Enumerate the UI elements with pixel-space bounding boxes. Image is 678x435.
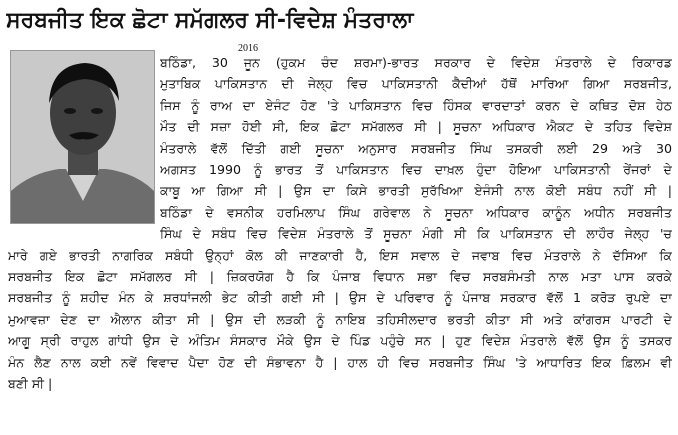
article-line: ਮੁਆਵਜ਼ਾ ਦੇਣ ਦਾ ਐਲਾਨ ਕੀਤਾ ਸੀ | ਉਸ ਦੀ ਲੜਕੀ ਨੂੰ ਨਾਇਬ ਤਹਿਸੀਲਦਾਰ ਭਰਤੀ ਕੀਤਾ ਸੀ ਅਤੇ ਕਾਂਗਰਸ ਪਾਰਟੀ ਦੇ [8,311,672,327]
photo-spacer [8,52,160,224]
article-line: ਆਗੂ ਸ੍ਰੀ ਰਾਹੁਲ ਗਾਂਧੀ ਉਸ ਦੇ ਅੰਤਿਮ ਸੰਸਕਾਰ ਮੌਕੇ ਉਸ ਦੇ ਪਿੰਡ ਪਹੁੰਚੇ ਸਨ | ਹੁਣ ਵਿਦੇਸ਼ ਮੰਤਰਾਲੇ ਵੱਲੋਂ ਉਸ ਨੂੰ ਤਸਕਰ [8,333,672,349]
article-line: ਮੰਨ ਲੈਣ ਨਾਲ ਕਈ ਨਵੇਂ ਵਿਵਾਦ ਪੈਦਾ ਹੋਣ ਦੀ ਸੰਭਾਵਨਾ ਹੈ | ਹਾਲ ਹੀ ਵਿਚ ਸਰਬਜੀਤ ਸਿੰਘ 'ਤੇ ਆਧਾਰਿਤ ਇਕ ਫ਼ਿਲਮ ਵੀ [8,354,672,370]
article-line: ਜਿਸ ਨੂੰ ਰਾਅ ਦਾ ਏਜੰਟ ਹੋਣ 'ਤੇ ਪਾਕਿਸਤਾਨ ਵਿਚ ਹਿੰਸਕ ਵਾਰਦਾਤਾਂ ਕਰਨ ਦੇ ਕਥਿਤ ਦੋਸ਼ ਹੇਠ [160,97,672,113]
article-line: ਮੁਤਾਬਿਕ ਪਾਕਿਸਤਾਨ ਦੀ ਜੇਲ੍ਹ ਵਿਚ ਪਾਕਿਸਤਾਨੀ ਕੈਦੀਆਂ ਹੱਥੋਂ ਮਾਰਿਆ ਗਿਆ ਸਰਬਜੀਤ, [160,76,672,92]
article-line: ਸਰਬਜੀਤ ਇਕ ਛੋਟਾ ਸਮੱਗਲਰ ਸੀ | ਜ਼ਿਕਰਯੋਗ ਹੈ ਕਿ ਪੰਜਾਬ ਵਿਧਾਨ ਸਭਾ ਵਿਚ ਸਰਬਸੰਮਤੀ ਨਾਲ ਮਤਾ ਪਾਸ ਕਰਕੇ [8,269,672,285]
article-line: ਸਰਬਜੀਤ ਨੂੰ ਸ਼ਹੀਦ ਮੰਨ ਕੇ ਸ਼ਰਧਾਂਜਲੀ ਭੇਟ ਕੀਤੀ ਗਈ ਸੀ | ਉਸ ਦੇ ਪਰਿਵਾਰ ਨੂੰ ਪੰਜਾਬ ਸਰਕਾਰ ਵੱਲੋਂ 1 ਕਰੋੜ ਰੁਪਏ ਦਾ [8,290,672,306]
article-line: ਬਠਿੰਡਾ, 30 ਜੂਨ (ਹੁਕਮ ਚੰਦ ਸ਼ਰਮਾ)-ਭਾਰਤ ਸਰਕਾਰ ਦੇ ਵਿਦੇਸ਼ ਮੰਤਰਾਲੇ ਦੇ ਰਿਕਾਰਡ [160,55,672,70]
article-line: ਕਾਬੂ ਆ ਗਿਆ ਸੀ | ਉਸ ਦਾ ਕਿਸੇ ਭਾਰਤੀ ਸੁਰੱਖਿਆ ਏਜੰਸੀ ਨਾਲ ਕੋਈ ਸਬੰਧ ਨਹੀਂ ਸੀ | [160,183,672,199]
dateline-year: 2016 [238,43,258,54]
article-line: ਅਗਸਤ 1990 ਨੂੰ ਭਾਰਤ ਤੋਂ ਪਾਕਿਸਤਾਨ ਵਿਚ ਦਾਖ਼ਲ ਹੁੰਦਾ ਹੋਇਆ ਪਾਕਿਸਤਾਨੀ ਰੇਂਜਰਾਂ ਦੇ [160,162,672,178]
article-body [8,52,672,395]
article-line: ਬਠਿੰਡਾ ਦੇ ਵਸਨੀਕ ਹਰਮਿਲਾਪ ਸਿੰਘ ਗਰੇਵਾਲ ਨੇ ਸੂਚਨਾ ਅਧਿਕਾਰ ਕਾਨੂੰਨ ਅਧੀਨ ਸਰਬਜੀਤ [160,204,672,220]
article-line: ਮੌਤ ਦੀ ਸਜ਼ਾ ਹੋਈ ਸੀ, ਇਕ ਛੋਟਾ ਸਮੱਗਲਰ ਸੀ | ਸੂਚਨਾ ਅਧਿਕਾਰ ਐਕਟ ਦੇ ਤਹਿਤ ਵਿਦੇਸ਼ [160,119,672,135]
headline: ਸਰਬਜੀਤ ਇਕ ਛੋਟਾ ਸਮੱਗਲਰ ਸੀ-ਵਿਦੇਸ਼ ਮੰਤਰਾਲਾ [6,8,414,33]
article-line: ਬਣੀ ਸੀ | [8,376,53,392]
article-line: ਸਿੰਘ ਦੇ ਸਬੰਧ ਵਿਚ ਵਿਦੇਸ਼ ਮੰਤਰਾਲੇ ਤੋਂ ਸੂਚਨਾ ਮੰਗੀ ਸੀ ਕਿ ਪਾਕਿਸਤਾਨ ਦੀ ਲਾਹੌਰ ਜੇਲ੍ਹ 'ਚ [160,226,672,242]
article-line: ਮੰਤਰਾਲੇ ਵੱਲੋਂ ਦਿੱਤੀ ਗਈ ਸੂਚਨਾ ਅਨੁਸਾਰ ਸਰਬਜੀਤ ਸਿੰਘ ਤਸਕਰੀ ਲਈ 29 ਅਤੇ 30 [160,140,672,156]
article-line: ਮਾਰੇ ਗਏ ਭਾਰਤੀ ਨਾਗਰਿਕ ਸਬੰਧੀ ਉਨ੍ਹਾਂ ਕੋਲ ਕੀ ਜਾਣਕਾਰੀ ਹੈ, ਇਸ ਸਵਾਲ ਦੇ ਜਵਾਬ ਵਿਚ ਮੰਤਰਾਲੇ ਨੇ ਦੱਸਿਆ ਕਿ [8,247,672,263]
